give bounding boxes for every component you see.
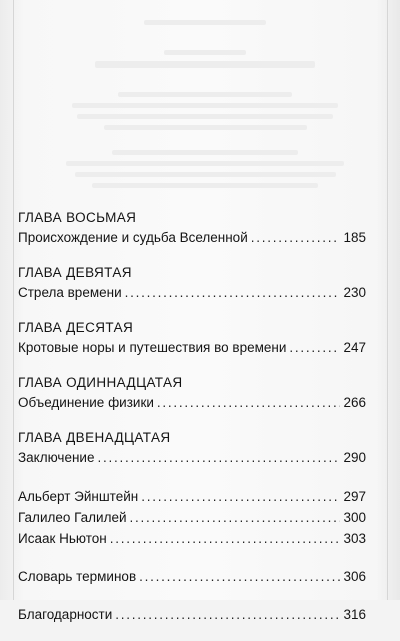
page-number: 300 xyxy=(343,510,366,525)
toc-chapter-12 xyxy=(18,429,366,467)
dot-leader xyxy=(139,567,340,586)
toc-entry xyxy=(18,605,366,624)
entry-title: Галилео Галилей xyxy=(18,510,127,525)
page-number: 247 xyxy=(343,340,366,355)
dot-leader xyxy=(115,605,340,624)
toc-acknowledgements xyxy=(18,605,366,624)
toc-chapter-10 xyxy=(18,319,366,357)
chapter-heading: ГЛАВА ОДИННАДЦАТАЯ xyxy=(18,375,183,390)
page-number: 185 xyxy=(343,230,366,245)
entry-title: Словарь терминов xyxy=(18,569,137,584)
toc-entry xyxy=(18,228,366,247)
entry-title: Объединение физики xyxy=(18,395,154,410)
entry-title: Стрела времени xyxy=(18,285,122,300)
toc-entry xyxy=(18,487,366,506)
page-number: 297 xyxy=(343,489,366,504)
entry-title: Благодарности xyxy=(18,607,113,622)
entry-title: Происхождение и судьба Вселенной xyxy=(18,230,248,245)
chapter-heading: ГЛАВА ДВЕНАДЦАТАЯ xyxy=(18,430,171,445)
toc-entry xyxy=(18,393,366,412)
show-through-edition xyxy=(60,150,350,194)
dot-leader xyxy=(157,393,341,412)
dot-leader xyxy=(97,448,340,467)
page-number: 266 xyxy=(343,395,366,410)
toc-entry xyxy=(18,338,366,357)
toc-entry xyxy=(18,529,366,548)
chapter-heading: ГЛАВА ВОСЬМАЯ xyxy=(18,210,137,225)
dot-leader xyxy=(125,283,341,302)
dot-leader xyxy=(141,487,340,506)
dot-leader xyxy=(251,228,341,247)
page-number: 290 xyxy=(343,450,366,465)
toc-chapter-11 xyxy=(18,374,366,412)
dot-leader xyxy=(289,338,340,357)
toc-chapter-9 xyxy=(18,264,366,302)
page-number: 230 xyxy=(343,285,366,300)
chapter-heading: ГЛАВА ДЕВЯТАЯ xyxy=(18,265,132,280)
entry-title: Заключение xyxy=(18,450,95,465)
show-through-title xyxy=(60,50,350,74)
page-number: 303 xyxy=(343,531,366,546)
page-number: 306 xyxy=(343,569,366,584)
page-edge-left xyxy=(13,0,14,600)
show-through-credits xyxy=(60,92,350,136)
page-edge-right xyxy=(387,0,388,600)
page-number: 316 xyxy=(343,607,366,622)
toc-entry xyxy=(18,448,366,467)
toc-appendix xyxy=(18,487,366,548)
toc-entry xyxy=(18,567,366,586)
dot-leader xyxy=(110,529,341,548)
dot-leader xyxy=(130,508,341,527)
toc-entry xyxy=(18,508,366,527)
entry-title: Альберт Эйнштейн xyxy=(18,489,139,504)
table-of-contents xyxy=(18,209,366,641)
entry-title: Исаак Ньютон xyxy=(18,531,107,546)
toc-chapter-8 xyxy=(18,209,366,247)
toc-glossary xyxy=(18,567,366,586)
chapter-heading: ГЛАВА ДЕСЯТАЯ xyxy=(18,320,134,335)
toc-entry xyxy=(18,283,366,302)
entry-title: Кротовые норы и путешествия во времени xyxy=(18,340,287,355)
show-through-header xyxy=(60,20,350,31)
